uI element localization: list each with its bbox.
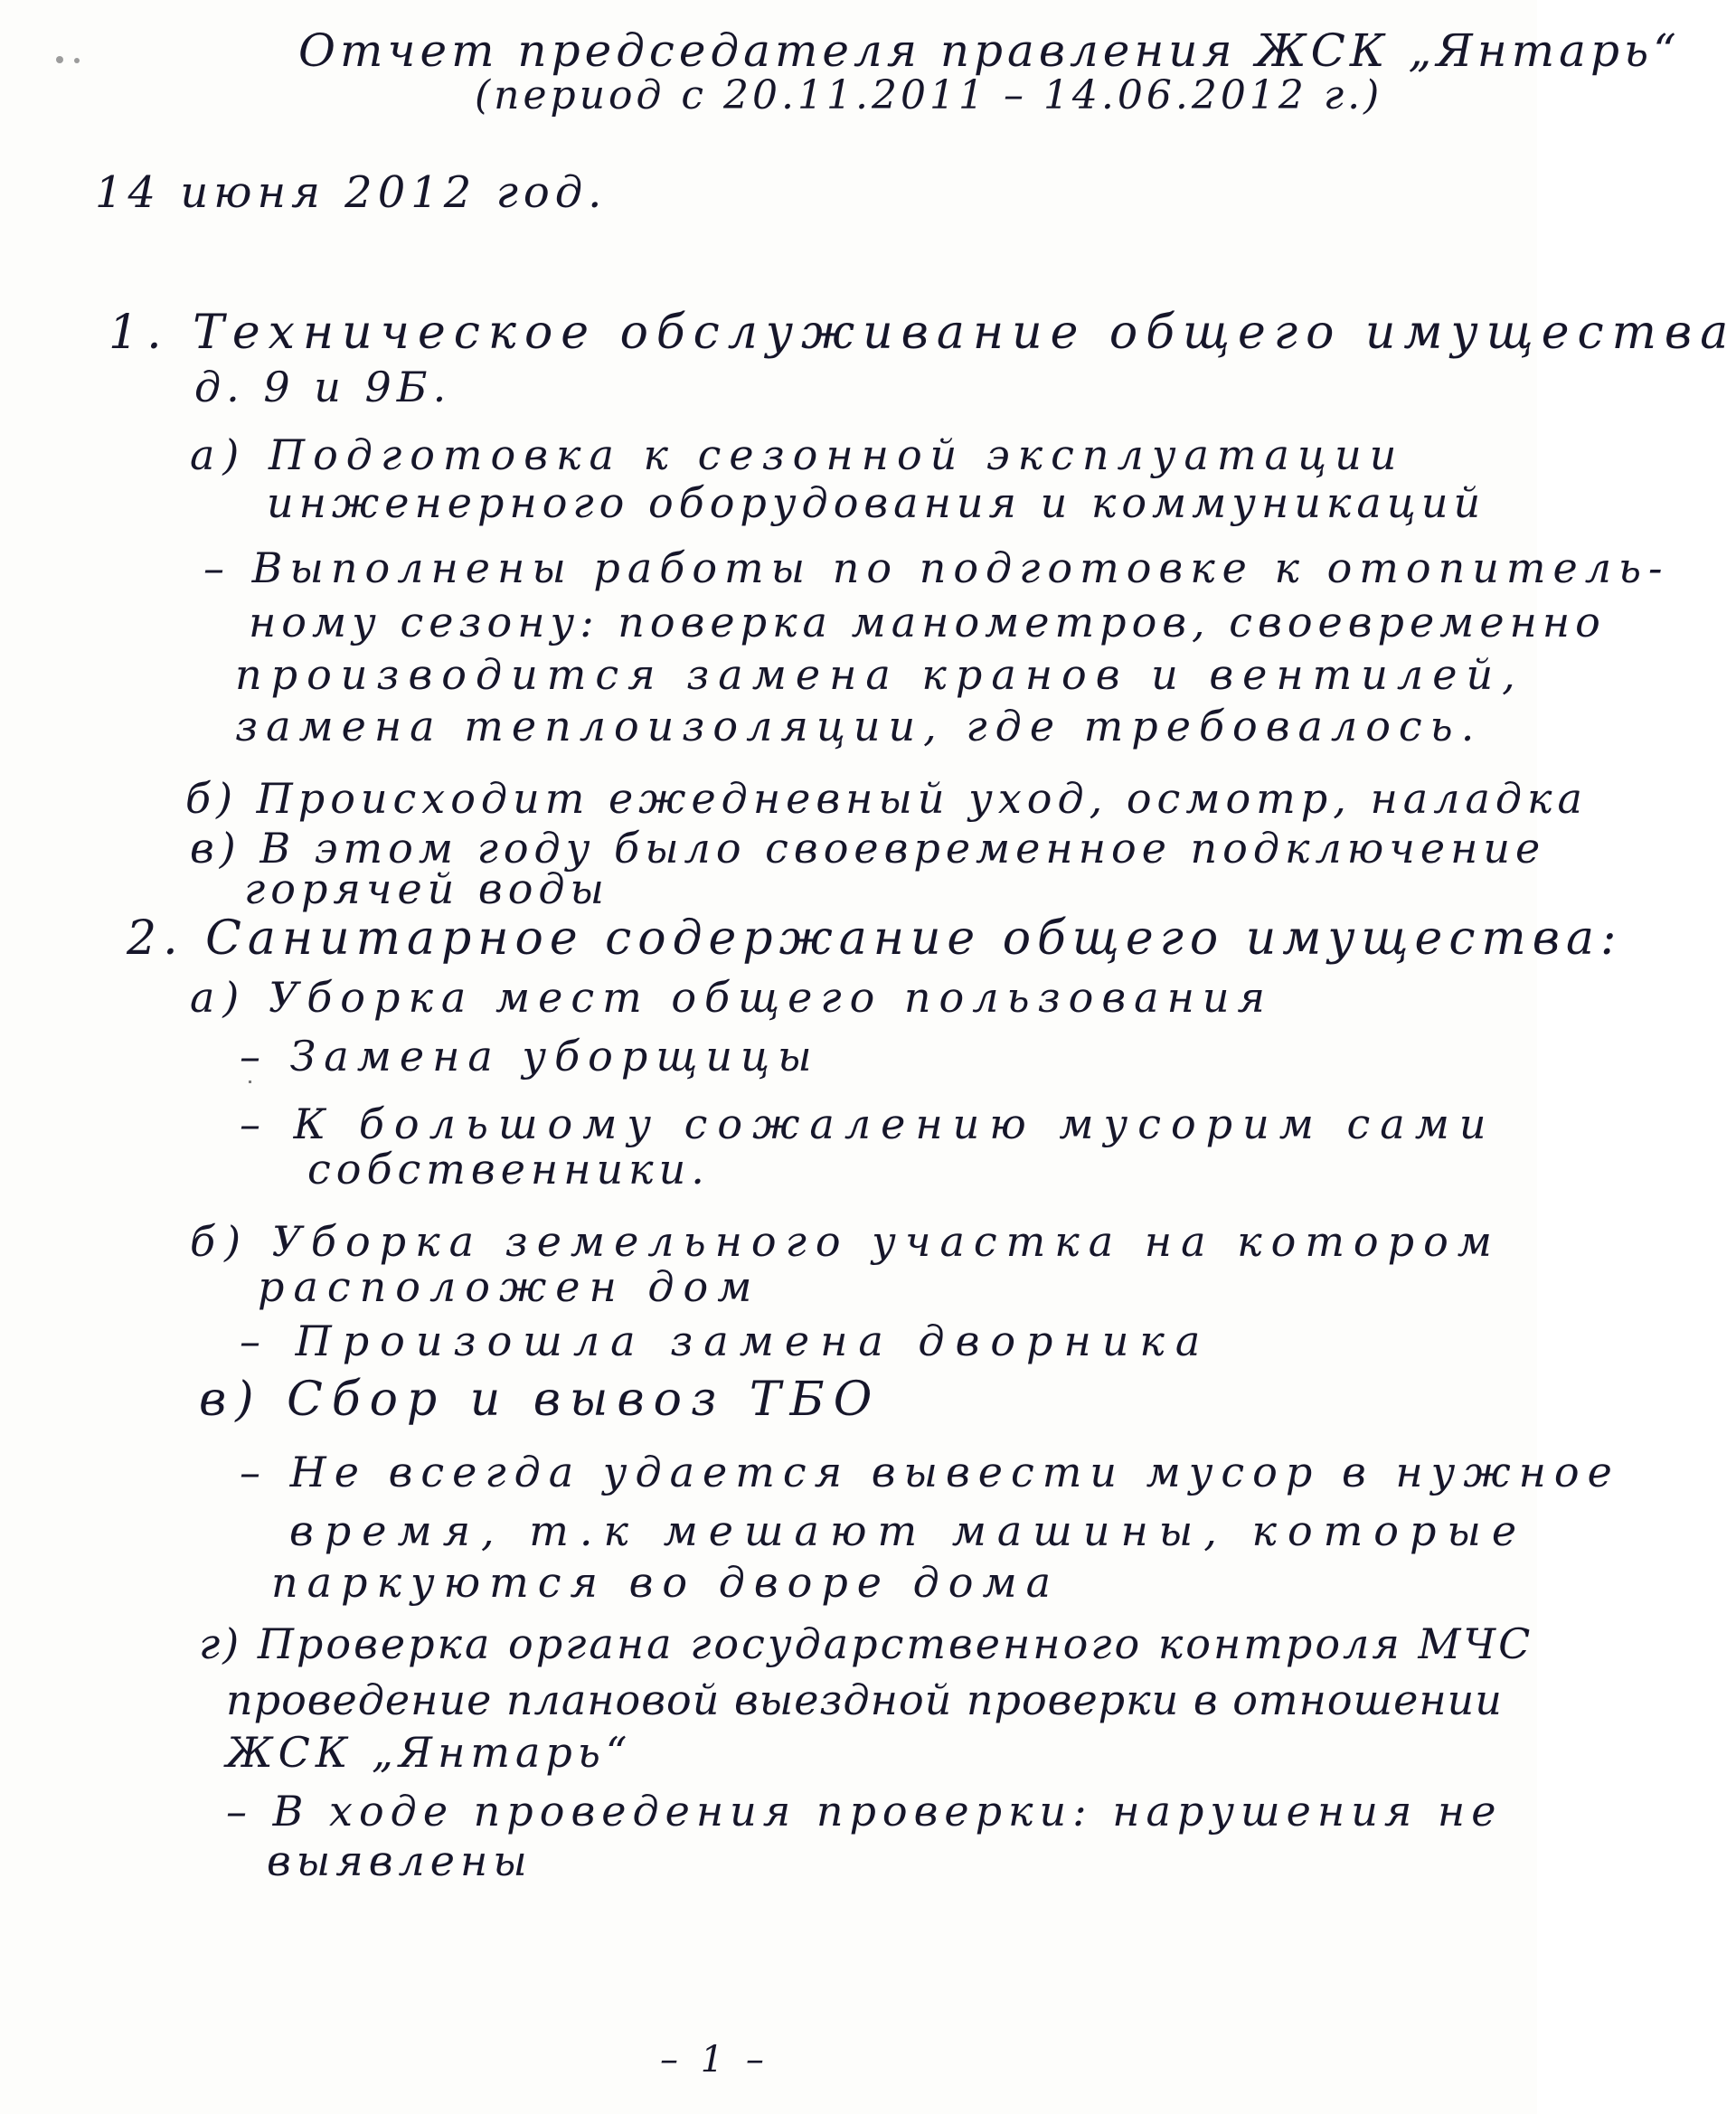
item-1a-cont: инженерного оборудования и коммуникаций bbox=[267, 478, 1486, 527]
item-2d-cont: проведение плановой выездной проверки в отношении bbox=[226, 1675, 1503, 1724]
scan-speck bbox=[74, 58, 80, 63]
item-2a: а) Уборка мест общего пользования bbox=[190, 973, 1273, 1022]
item-2c-detail-cont: время, т.к мешают машины, которые bbox=[289, 1506, 1528, 1555]
item-2d-detail: – В ходе проведения проверки: нарушения не bbox=[226, 1787, 1503, 1836]
item-1c-cont: горячей воды bbox=[244, 864, 610, 913]
item-1c: в) В этом году было своевременное подключение bbox=[190, 824, 1546, 873]
item-2a-detail: – Замена уборщицы bbox=[240, 1032, 820, 1081]
item-2d-cont: ЖСК „Янтарь“ bbox=[226, 1728, 633, 1777]
item-2c: в) Сбор и вывоз ТБО bbox=[199, 1373, 882, 1427]
item-1a: а) Подготовка к сезонной эксплуатации bbox=[190, 430, 1405, 479]
page-number: – 1 – bbox=[660, 2039, 769, 2081]
item-2b-cont: расположен дом bbox=[258, 1262, 761, 1311]
report-date: 14 июня 2012 год. bbox=[95, 167, 608, 218]
item-2a-detail-cont: собственники. bbox=[307, 1145, 710, 1194]
item-2b: б) Уборка земельного участка на котором bbox=[190, 1217, 1501, 1266]
item-2b-detail: – Произошла замена дворника bbox=[240, 1317, 1212, 1365]
item-1a-detail-cont: производится замена кранов и вентилей, bbox=[235, 650, 1524, 699]
item-1b: б) Происходит ежедневный уход, осмотр, наладка bbox=[185, 774, 1588, 823]
scan-speck bbox=[56, 56, 63, 63]
item-2d: г) Проверка органа государственного контроля МЧС bbox=[199, 1619, 1533, 1668]
report-title: Отчет председателя правления ЖСК „Янтарь“ bbox=[298, 24, 1681, 77]
item-2c-detail: – Не всегда удается вывести мусор в нужное bbox=[240, 1448, 1620, 1496]
section-1-heading-cont: д. 9 и 9Б. bbox=[194, 363, 452, 411]
item-2a-detail: – К большому сожалению мусорим сами bbox=[240, 1099, 1496, 1148]
item-2d-detail-cont: выявлены bbox=[267, 1836, 533, 1885]
item-1a-detail-cont: ному сезону: поверка манометров, своевременно bbox=[249, 598, 1606, 646]
section-1-heading: 1. Техническое обслуживание общего имущества bbox=[108, 306, 1736, 360]
item-1a-detail: – Выполнены работы по подготовке к отопитель- bbox=[203, 543, 1670, 592]
report-period: (период с 20.11.2011 – 14.06.2012 г.) bbox=[475, 72, 1383, 118]
section-2-heading: 2. Санитарное содержание общего имущества: bbox=[127, 911, 1623, 966]
item-2c-detail-cont: паркуются во дворе дома bbox=[271, 1558, 1061, 1607]
item-1a-detail-cont: замена теплоизоляции, где требовалось. bbox=[235, 702, 1483, 750]
